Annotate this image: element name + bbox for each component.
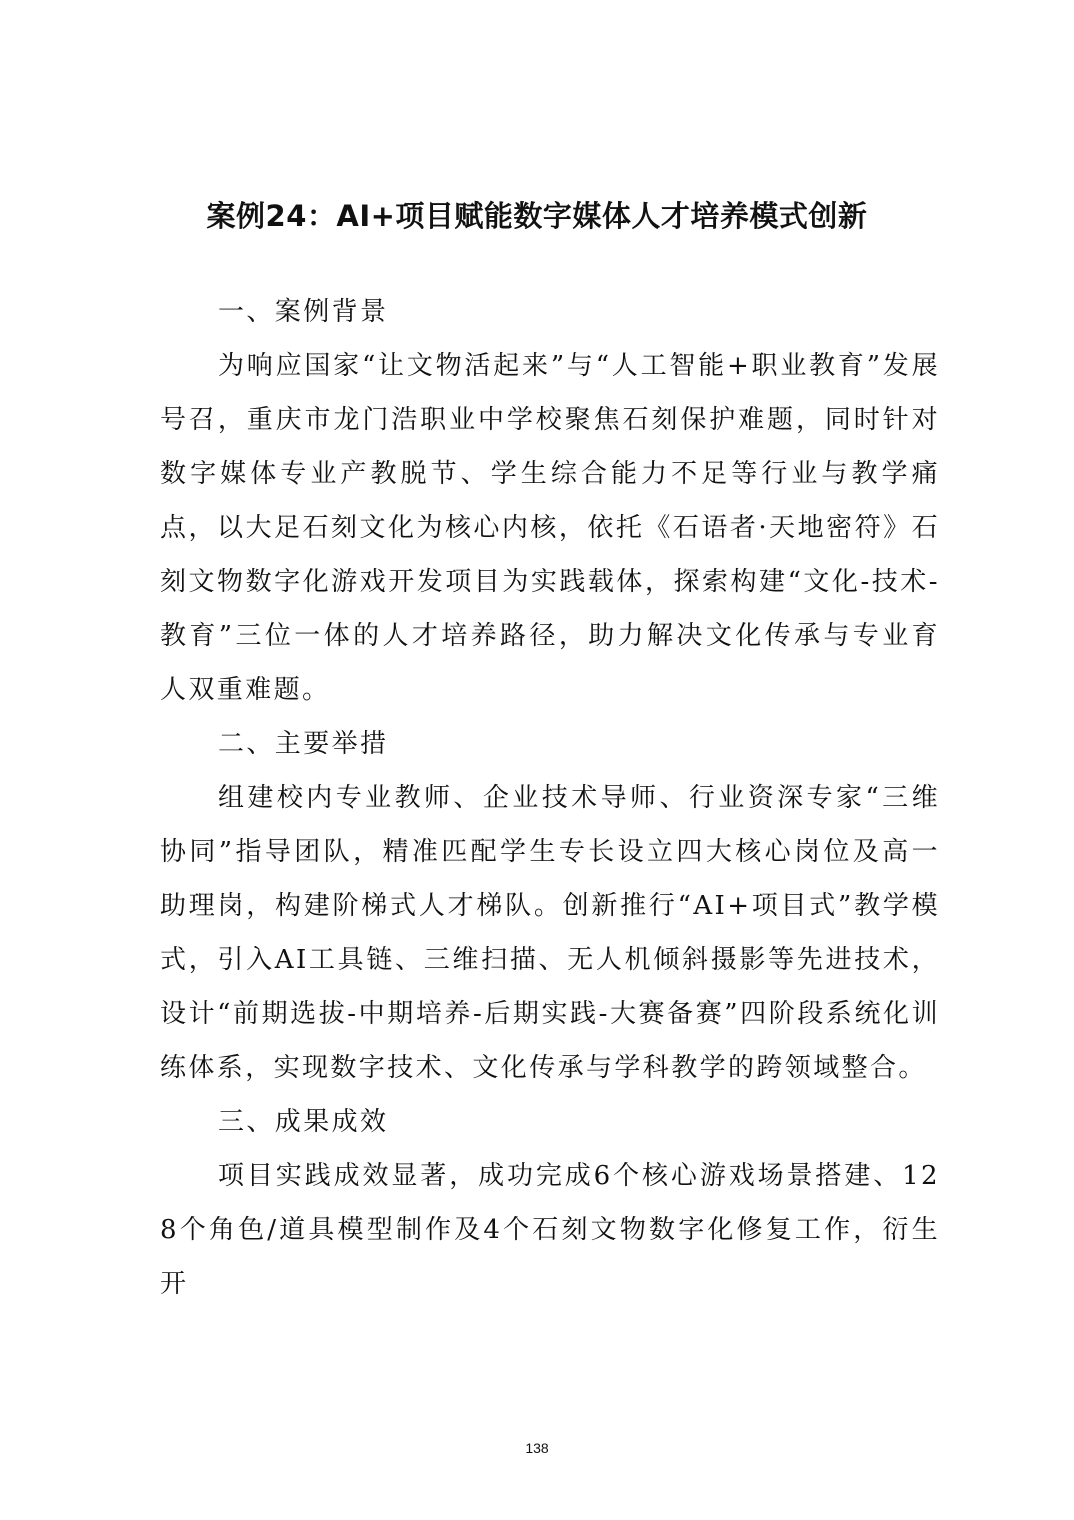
section-heading-background: 一、案例背景	[218, 297, 389, 327]
section-paragraph-measures: 组建校内专业教师、企业技术导师、行业资深专家“三维协同”指导团队，精准匹配学生专长设立四大核心岗位及高一助理岗，构建阶梯式人才梯队。创新推行“AI+项目式”教学模式，引入AI工具链、三维扫描、无人机倾斜摄影等先进技术，设计“前期选拔-中期培养-后期实践-大赛备赛”四阶段系统化训练体系，实现数字技术、文化传承与学科教学的跨领域整合。	[160, 783, 940, 1083]
section-paragraph-results: 项目实践成效显著，成功完成6个核心游戏场景搭建、128个角色/道具模型制作及4个石刻文物数字化修复工作，衍生开	[160, 1161, 940, 1299]
document-body	[160, 285, 940, 1311]
section-paragraph-background: 为响应国家“让文物活起来”与“人工智能+职业教育”发展号召，重庆市龙门浩职业中学校聚焦石刻保护难题，同时针对数字媒体专业产教脱节、学生综合能力不足等行业与教学痛点，以大足石刻文化为核心内核，依托《石语者·天地密符》石刻文物数字化游戏开发项目为实践载体，探索构建“文化-技术-教育”三位一体的人才培养路径，助力解决文化传承与专业育人双重难题。	[160, 351, 940, 705]
page-number: 138	[525, 1440, 549, 1456]
page-title: 案例24：AI+项目赋能数字媒体人才培养模式创新	[206, 199, 868, 233]
section-heading-results: 三、成果成效	[218, 1107, 389, 1137]
section-heading-measures: 二、主要举措	[218, 729, 389, 759]
